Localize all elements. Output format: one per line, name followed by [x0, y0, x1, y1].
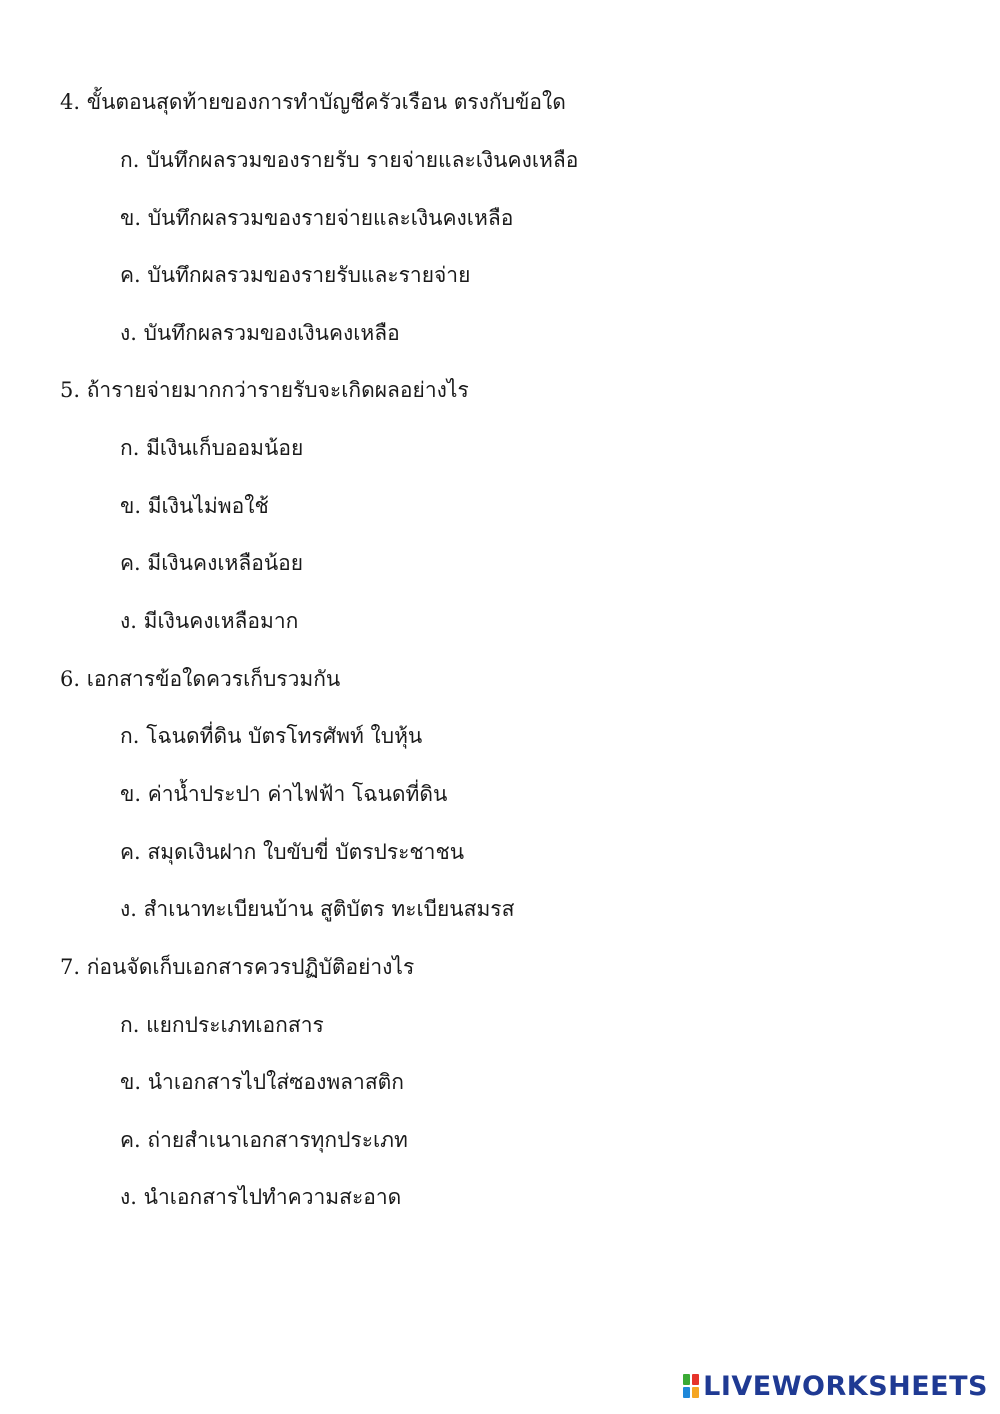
question-5-option-a: ก. มีเงินเก็บออมน้อย [120, 436, 304, 460]
logo-square-green [683, 1374, 690, 1385]
question-5: 5. ถ้ารายจ่ายมากกว่ารายรับจะเกิดผลอย่างไร [60, 378, 469, 402]
logo-square-orange [692, 1387, 699, 1398]
question-6: 6. เอกสารข้อใดควรเก็บรวมกัน [60, 667, 341, 691]
question-4-option-d: ง. บันทึกผลรวมของเงินคงเหลือ [120, 321, 400, 345]
question-6-option-b: ข. ค่าน้ำประปา ค่าไฟฟ้า โฉนดที่ดิน [120, 782, 448, 806]
question-6-option-c: ค. สมุดเงินฝาก ใบขับขี่ บัตรประชาชน [120, 840, 465, 864]
question-7-option-b: ข. นำเอกสารไปใส่ซองพลาสติก [120, 1070, 405, 1094]
question-7: 7. ก่อนจัดเก็บเอกสารควรปฏิบัติอย่างไร [60, 955, 415, 979]
question-4: 4. ขั้นตอนสุดท้ายของการทำบัญชีครัวเรือน ตรงกับข้อใด [60, 90, 566, 114]
question-7-option-c: ค. ถ่ายสำเนาเอกสารทุกประเภท [120, 1128, 408, 1152]
question-5-option-b: ข. มีเงินไม่พอใช้ [120, 494, 269, 518]
question-6-option-a: ก. โฉนดที่ดิน บัตรโทรศัพท์ ใบหุ้น [120, 724, 423, 748]
question-6-option-d: ง. สำเนาทะเบียนบ้าน สูติบัตร ทะเบียนสมรส [120, 897, 515, 921]
question-4-option-c: ค. บันทึกผลรวมของรายรับและรายจ่าย [120, 263, 471, 287]
question-4-option-a: ก. บันทึกผลรวมของรายรับ รายจ่ายและเงินคงเหลือ [120, 148, 579, 172]
question-5-option-c: ค. มีเงินคงเหลือน้อย [120, 551, 304, 575]
question-7-option-d: ง. นำเอกสารไปทำความสะอาด [120, 1185, 402, 1209]
logo-square-red [692, 1374, 699, 1385]
liveworksheets-logo-icon [683, 1374, 699, 1398]
question-5-option-d: ง. มีเงินคงเหลือมาก [120, 609, 299, 633]
liveworksheets-logo[interactable] [683, 1366, 988, 1406]
question-7-option-a: ก. แยกประเภทเอกสาร [120, 1013, 324, 1037]
logo-square-blue [683, 1387, 690, 1398]
question-4-option-b: ข. บันทึกผลรวมของรายจ่ายและเงินคงเหลือ [120, 206, 514, 230]
liveworksheets-logo-text: LIVEWORKSHEETS [703, 1370, 988, 1402]
